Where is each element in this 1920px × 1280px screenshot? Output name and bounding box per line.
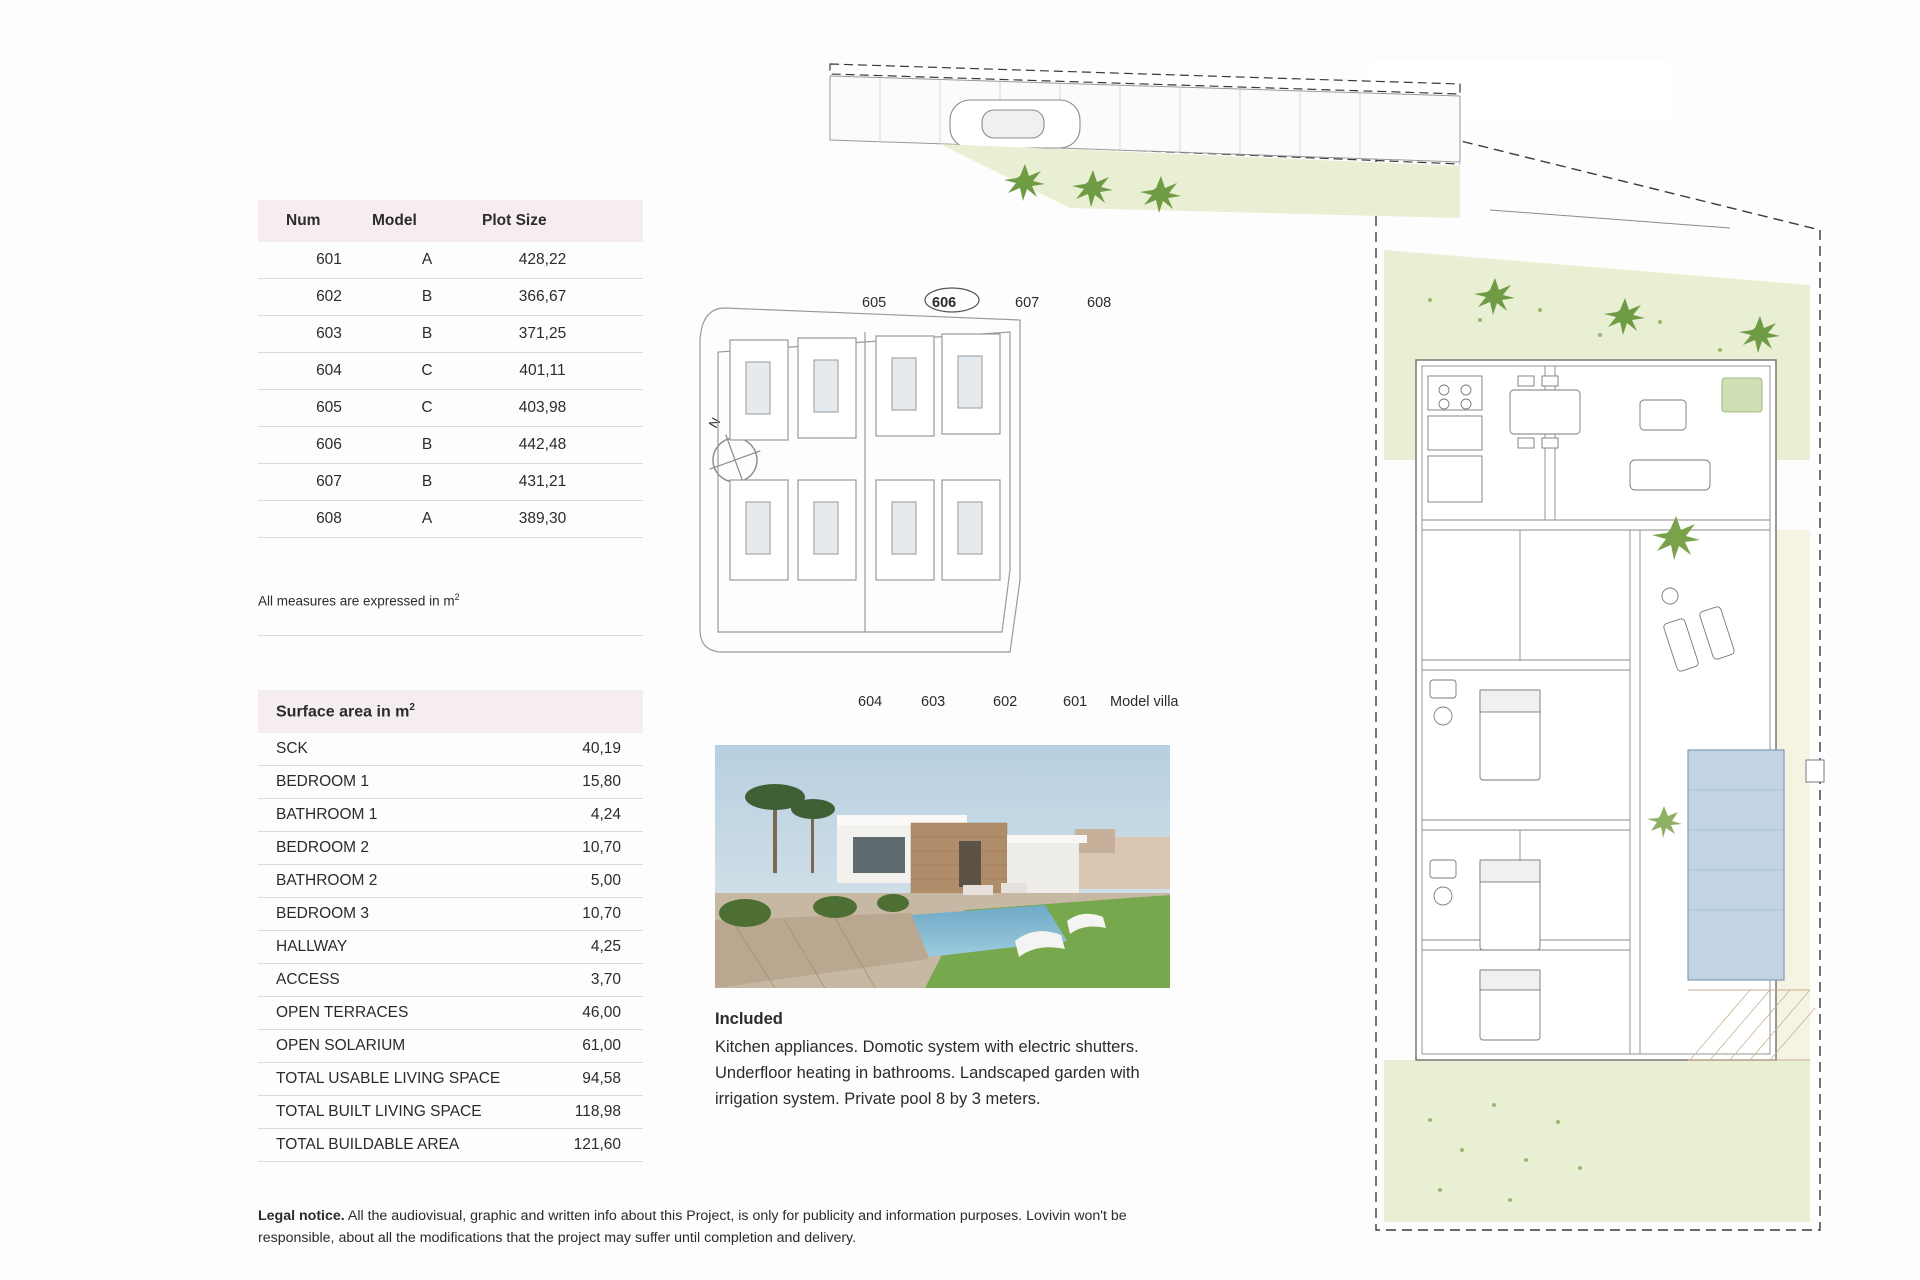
surface-area-header <box>258 690 643 733</box>
keymap-label-603[interactable]: 603 <box>921 694 946 710</box>
list-item <box>258 799 643 832</box>
surface-label: TOTAL USABLE LIVING SPACE <box>258 1063 557 1096</box>
surface-area-header-sup: 2 <box>409 702 415 713</box>
cell-model: B <box>372 316 482 353</box>
surface-value: 94,58 <box>557 1063 643 1096</box>
list-item <box>258 1030 643 1063</box>
column-header-num: Num <box>258 200 372 242</box>
surface-label: BEDROOM 3 <box>258 898 557 931</box>
cell-num: 604 <box>258 353 372 390</box>
cell-plot-size: 431,21 <box>482 464 643 501</box>
surface-label: TOTAL BUILT LIVING SPACE <box>258 1096 557 1129</box>
cell-num: 605 <box>258 390 372 427</box>
list-item <box>258 865 643 898</box>
surface-value: 15,80 <box>557 766 643 799</box>
plot-size-table <box>258 200 643 538</box>
surface-label: BEDROOM 1 <box>258 766 557 799</box>
cell-model: B <box>372 279 482 316</box>
keymap-label-605[interactable]: 605 <box>862 295 887 311</box>
surface-value: 5,00 <box>557 865 643 898</box>
list-item <box>258 898 643 931</box>
surface-area-table <box>258 690 643 1162</box>
cell-model: A <box>372 501 482 538</box>
surface-value: 3,70 <box>557 964 643 997</box>
cell-model: C <box>372 390 482 427</box>
surface-label: BATHROOM 1 <box>258 799 557 832</box>
column-header-plot-size: Plot Size <box>482 200 643 242</box>
list-item <box>258 832 643 865</box>
column-header-model: Model <box>372 200 482 242</box>
keymap-label-606[interactable]: 606 <box>932 295 957 311</box>
included-heading: Included <box>715 1010 783 1028</box>
keymap-caption: Model villa <box>1110 694 1179 710</box>
keymap-label-601[interactable]: 601 <box>1063 694 1088 710</box>
site-keymap <box>690 280 1250 720</box>
table-row <box>258 427 643 464</box>
list-item <box>258 1063 643 1096</box>
cell-model: B <box>372 464 482 501</box>
cell-num: 601 <box>258 242 372 279</box>
measures-note-sup: 2 <box>454 592 460 602</box>
surface-value: 4,25 <box>557 931 643 964</box>
cell-model: B <box>372 427 482 464</box>
cell-num: 607 <box>258 464 372 501</box>
legal-notice <box>258 1205 1168 1249</box>
surface-label: ACCESS <box>258 964 557 997</box>
cell-plot-size: 403,98 <box>482 390 643 427</box>
table-row <box>258 390 643 427</box>
measures-note-text: All measures are expressed in m <box>258 593 455 609</box>
cell-num: 602 <box>258 279 372 316</box>
table-row <box>258 464 643 501</box>
table-row <box>258 353 643 390</box>
cell-num: 603 <box>258 316 372 353</box>
list-item <box>258 766 643 799</box>
surface-label: OPEN SOLARIUM <box>258 1030 557 1063</box>
legal-text: All the audiovisual, graphic and written info about this Project, is only for publicity and information purposes. Lovivin won't be responsible, about all the modifications that the project may suffer until completion and delivery. <box>258 1208 1127 1246</box>
cell-num: 608 <box>258 501 372 538</box>
surface-value: 40,19 <box>557 733 643 766</box>
svg-text:N: N <box>705 415 724 431</box>
cell-model: C <box>372 353 482 390</box>
list-item <box>258 931 643 964</box>
street-and-parking-drawing <box>820 58 1560 308</box>
list-item <box>258 1096 643 1129</box>
cell-num: 606 <box>258 427 372 464</box>
surface-label: HALLWAY <box>258 931 557 964</box>
included-block <box>715 1006 1185 1112</box>
legal-heading: Legal notice. <box>258 1208 345 1224</box>
list-item <box>258 733 643 766</box>
surface-label: OPEN TERRACES <box>258 997 557 1030</box>
cell-plot-size: 371,25 <box>482 316 643 353</box>
surface-label: BATHROOM 2 <box>258 865 557 898</box>
cell-plot-size: 428,22 <box>482 242 643 279</box>
surface-label: BEDROOM 2 <box>258 832 557 865</box>
cell-model: A <box>372 242 482 279</box>
surface-value: 10,70 <box>557 898 643 931</box>
cell-plot-size: 401,11 <box>482 353 643 390</box>
surface-value: 118,98 <box>557 1096 643 1129</box>
surface-value: 46,00 <box>557 997 643 1030</box>
table-header-row <box>258 200 643 242</box>
villa-render-photo <box>715 745 1170 988</box>
surface-value: 61,00 <box>557 1030 643 1063</box>
table-row <box>258 242 643 279</box>
surface-value: 10,70 <box>557 832 643 865</box>
keymap-label-604[interactable]: 604 <box>858 694 883 710</box>
surface-value: 4,24 <box>557 799 643 832</box>
surface-area-header-text: Surface area in m <box>276 703 410 721</box>
list-item <box>258 964 643 997</box>
measures-note <box>258 592 643 636</box>
list-item <box>258 997 643 1030</box>
table-row <box>258 279 643 316</box>
cell-plot-size: 389,30 <box>482 501 643 538</box>
table-row <box>258 501 643 538</box>
surface-label: TOTAL BUILDABLE AREA <box>258 1129 557 1162</box>
keymap-label-607[interactable]: 607 <box>1015 295 1040 311</box>
keymap-label-602[interactable]: 602 <box>993 694 1018 710</box>
table-row <box>258 316 643 353</box>
surface-label: SCK <box>258 733 557 766</box>
surface-value: 121,60 <box>557 1129 643 1162</box>
included-text: Kitchen appliances. Domotic system with electric shutters. Underfloor heating in bathrooms. Landscaped garden with irrigation system. Private pool 8 by 3 meters. <box>715 1038 1140 1108</box>
cell-plot-size: 442,48 <box>482 427 643 464</box>
list-item <box>258 1129 643 1162</box>
cell-plot-size: 366,67 <box>482 279 643 316</box>
keymap-label-608[interactable]: 608 <box>1087 295 1112 311</box>
